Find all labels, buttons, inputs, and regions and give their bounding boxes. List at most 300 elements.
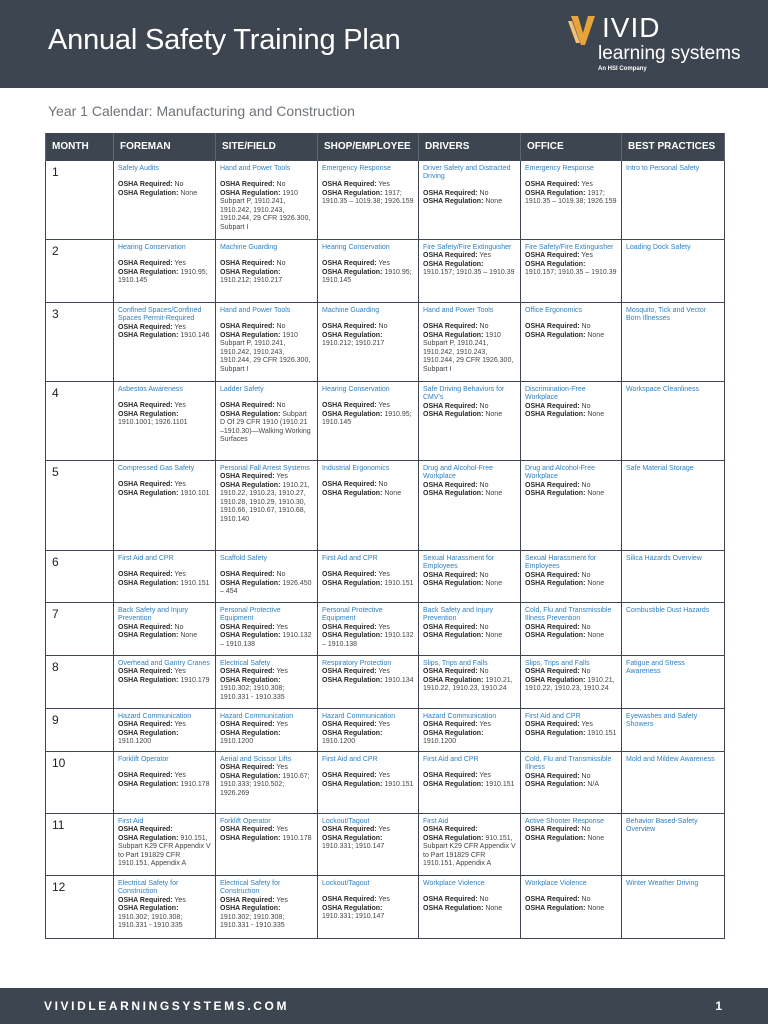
osha-regulation-value: 1910.302; 1910.308; 1910.331 - 1910.335 (220, 685, 285, 701)
osha-regulation-value: 1910 Subpart P, 1910.241, 1910.242, 1910.243, 1910.244, 29 CFR 1926.300, Subpart I (220, 189, 311, 232)
course-cell (419, 813, 521, 875)
course-title-link[interactable]: Sexual Harassment for Employees (525, 554, 597, 571)
course-cell (216, 460, 318, 550)
course-title-link[interactable]: Confined Spaces/Confined Spaces Permit-Required (118, 306, 202, 323)
course-title-link[interactable]: Forklift Operator (220, 817, 271, 825)
course-title-link[interactable]: Respiratory Protection (322, 659, 392, 667)
osha-required-label: OSHA Required: (322, 402, 377, 410)
osha-required (525, 773, 617, 782)
course-title-link[interactable]: Office Ergonomics (525, 306, 583, 314)
course-cell (521, 875, 622, 938)
month-cell: 7 (46, 602, 114, 655)
course-cell (622, 751, 725, 813)
osha-regulation (525, 261, 617, 278)
month-cell: 12 (46, 875, 114, 938)
osha-required-label: OSHA Required: (423, 252, 478, 260)
course-title-link[interactable]: Loading Dock Safety (626, 243, 691, 251)
osha-regulation (220, 332, 313, 375)
course-title-link[interactable]: Hearing Conservation (322, 243, 390, 251)
osha-required-label: OSHA Required: (322, 721, 377, 729)
osha-regulation-value: 1910.95; 1910.145 (322, 410, 412, 427)
osha-regulation-value: 1910.157; 1910.35 – 1910.39 (525, 269, 617, 277)
osha-regulation-value: 1910.132 – 1910.138 (220, 632, 312, 648)
footer-url[interactable]: VIVIDLEARNINGSYSTEMS.COM (44, 999, 290, 1013)
course-title-link[interactable]: Emergency Response (322, 164, 391, 172)
osha-regulation (322, 632, 414, 649)
osha-regulation-value: 910.151, Subpart K29 CFR Appendix V to Part 191829 CFR 1910.151, Appendix A (118, 834, 211, 868)
osha-required-value: Yes (174, 260, 186, 268)
course-title-link[interactable]: Slips, Trips and Falls (423, 659, 488, 667)
course-cell (521, 813, 622, 875)
course-title-link[interactable]: Behavior Based-Safety Overview (626, 817, 698, 834)
osha-regulation-value: 1910.151 (485, 780, 515, 788)
osha-regulation-label: OSHA Regulation: (220, 268, 281, 276)
course-cell (622, 381, 725, 460)
course-title-link[interactable]: Personal Protective Equipment (220, 606, 281, 623)
osha-regulation (423, 332, 516, 375)
osha-required (525, 252, 617, 261)
course-title-link[interactable]: Cold, Flu and Transmissible Illness (525, 755, 612, 772)
osha-regulation-label: OSHA Regulation: (322, 331, 383, 339)
osha-regulation (423, 730, 516, 747)
osha-required (118, 571, 211, 580)
osha-required-label: OSHA Required: (322, 481, 377, 489)
course-title-link[interactable]: Workplace Violence (423, 879, 485, 887)
osha-regulation-label: OSHA Regulation: (118, 780, 179, 788)
osha-regulation-label: OSHA Regulation: (423, 411, 484, 419)
osha-regulation (322, 580, 414, 589)
osha-required-value: Yes (378, 623, 390, 631)
course-cell (419, 655, 521, 708)
osha-required-value: No (479, 481, 489, 489)
osha-regulation (118, 580, 211, 589)
month-cell: 5 (46, 460, 114, 550)
course-title-link[interactable]: Machine Guarding (322, 306, 380, 314)
osha-regulation-value: 1910.212; 1910.217 (220, 277, 283, 285)
osha-regulation-value: None (587, 632, 605, 640)
osha-regulation-label: OSHA Regulation: (322, 268, 383, 276)
course-title-link[interactable]: Safe Driving Behaviors for CMV's (423, 385, 505, 402)
course-title-link[interactable]: Mosquito, Tick and Vector Born Illnesses (626, 306, 707, 323)
osha-regulation-label: OSHA Regulation: (118, 189, 179, 197)
osha-required (322, 826, 414, 835)
course-cell (318, 751, 419, 813)
course-title-link[interactable]: Fire Safety/Fire Extinguisher (525, 243, 614, 251)
course-cell (114, 550, 216, 602)
course-cell (216, 239, 318, 302)
course-cell (216, 751, 318, 813)
osha-required-value: Yes (174, 402, 186, 410)
osha-required-value: No (581, 772, 591, 780)
course-cell (622, 655, 725, 708)
course-cell (419, 460, 521, 550)
osha-required-label: OSHA Required: (220, 323, 275, 331)
osha-required-label: OSHA Required: (220, 260, 275, 268)
osha-regulation-value: None (587, 490, 605, 498)
course-title-link[interactable]: Electrical Safety for Construction (118, 879, 179, 896)
course-title-link[interactable]: First Aid and CPR (423, 755, 479, 763)
osha-regulation (423, 677, 516, 694)
osha-required-value: No (276, 260, 286, 268)
course-title-link[interactable]: Safety Audits (118, 164, 159, 172)
month-cell: 10 (46, 751, 114, 813)
osha-regulation-value: 1910.1200 (220, 738, 254, 746)
course-cell (622, 302, 725, 381)
osha-required-value: No (378, 323, 388, 331)
course-cell (318, 550, 419, 602)
course-cell (216, 302, 318, 381)
course-title-link[interactable]: Intro to Personal Safety (626, 164, 700, 172)
course-title-link[interactable]: Compressed Gas Safety (118, 464, 195, 472)
osha-regulation (220, 905, 313, 931)
logo-subtitle: learning systems (598, 43, 741, 64)
course-title-link[interactable]: Ladder Safety (220, 385, 264, 393)
osha-required-label: OSHA Required: (525, 181, 580, 189)
course-title-link[interactable]: Winter Weather Driving (626, 879, 699, 887)
course-cell (114, 708, 216, 751)
course-title-link[interactable]: Hazard Communication (118, 712, 192, 720)
course-cell (318, 381, 419, 460)
osha-required-label: OSHA Required: (118, 181, 173, 189)
osha-regulation (525, 730, 617, 739)
course-title-link[interactable]: Slips, Trips and Falls (525, 659, 590, 667)
logo-tagline: An HSI Company (598, 66, 647, 72)
osha-required-value: No (581, 481, 591, 489)
osha-required-value: Yes (276, 721, 288, 729)
osha-regulation (322, 835, 414, 852)
osha-regulation-label: OSHA Regulation: (118, 332, 179, 340)
osha-regulation-label: OSHA Regulation: (322, 489, 383, 497)
osha-required-value: Yes (378, 181, 390, 189)
osha-regulation-label: OSHA Regulation: (220, 772, 281, 780)
osha-required-value: Yes (276, 896, 288, 904)
osha-regulation-label: OSHA Regulation: (322, 632, 383, 640)
course-cell (216, 813, 318, 875)
course-cell (114, 655, 216, 708)
osha-regulation-label: OSHA Regulation: (118, 632, 179, 640)
course-cell (318, 160, 419, 239)
course-title-link[interactable]: Lockout/Tagout (322, 817, 370, 825)
course-title-link[interactable]: Personal Protective Equipment (322, 606, 383, 623)
osha-regulation-value: 1910.21, 1910.22, 1910.23, 1910.24 (423, 676, 513, 693)
course-title-link[interactable]: Electrical Safety (220, 659, 271, 667)
osha-required-value: Yes (479, 721, 491, 729)
osha-required-label: OSHA Required: (118, 721, 173, 729)
osha-regulation-value: 1910.157; 1910.35 – 1910.39 (423, 269, 515, 277)
osha-regulation-value: 1910.21, 1910.22, 1910.23, 1910.27, 1910.28, 1910.29, 1910.30, 1910.66, 1910.67, 1910.68, 1910.140 (220, 481, 310, 524)
osha-required (220, 721, 313, 730)
osha-regulation (423, 580, 516, 589)
course-title-link[interactable]: Discrimination-Free Workplace (525, 385, 586, 402)
page-title: Annual Safety Training Plan (48, 24, 401, 56)
osha-regulation-value: None (485, 490, 503, 498)
osha-regulation-label: OSHA Regulation: (525, 189, 586, 197)
vivid-v-logo-icon (568, 14, 602, 46)
course-title-link[interactable]: Personal Fall Arrest Systems (220, 464, 310, 472)
osha-required-label: OSHA Required: (118, 571, 173, 579)
course-title-link[interactable]: Workplace Violence (525, 879, 587, 887)
osha-regulation-value: 1910.151 (384, 780, 414, 788)
osha-required (525, 721, 617, 730)
course-title-link[interactable]: Hazard Communication (220, 712, 294, 720)
course-cell (419, 602, 521, 655)
osha-required-label: OSHA Required: (118, 260, 173, 268)
osha-required-value: Yes (378, 721, 390, 729)
course-title-link[interactable]: Eyewashes and Safety Showers (626, 712, 698, 729)
course-title-link[interactable]: First Aid (118, 817, 144, 825)
osha-regulation (220, 580, 313, 597)
osha-required-value: Yes (378, 668, 390, 676)
osha-required (220, 402, 313, 411)
column-header: DRIVERS (419, 133, 521, 160)
osha-regulation-label: OSHA Regulation: (423, 780, 484, 788)
course-cell (216, 550, 318, 602)
training-plan-table (45, 133, 725, 939)
osha-regulation-value: None (180, 632, 198, 640)
osha-required-value: Yes (378, 260, 390, 268)
course-title-link[interactable]: Aerial and Scissor Lifts (220, 755, 292, 763)
osha-required-label: OSHA Required: (322, 181, 377, 189)
osha-regulation (118, 190, 211, 199)
osha-required-value: No (174, 623, 184, 631)
course-title-link[interactable]: First Aid and CPR (525, 712, 581, 720)
osha-required-value: Yes (276, 623, 288, 631)
osha-regulation (220, 482, 313, 525)
osha-regulation-label: OSHA Regulation: (322, 729, 383, 737)
osha-required-label: OSHA Required: (322, 623, 377, 631)
osha-required-value: No (276, 402, 286, 410)
osha-required-value: Yes (174, 721, 186, 729)
osha-required-value: Yes (174, 772, 186, 780)
course-cell (114, 602, 216, 655)
osha-required (322, 402, 414, 411)
osha-required (220, 624, 313, 633)
osha-regulation-label: OSHA Regulation: (322, 189, 383, 197)
osha-regulation-label: OSHA Regulation: (423, 904, 484, 912)
course-title-link[interactable]: Hand and Power Tools (220, 306, 291, 314)
osha-required (322, 624, 414, 633)
course-title-link[interactable]: Back Safety and Injury Prevention (118, 606, 189, 623)
course-cell (216, 875, 318, 938)
table-row (46, 160, 725, 239)
course-title-link[interactable]: Workspace Cleanliness (626, 385, 700, 393)
osha-regulation-value: 1910.146 (180, 332, 210, 340)
osha-required (118, 772, 211, 781)
course-cell (419, 302, 521, 381)
osha-regulation (220, 632, 313, 649)
osha-required-value: No (479, 402, 489, 410)
month-cell: 8 (46, 655, 114, 708)
course-title-link[interactable]: Hand and Power Tools (220, 164, 291, 172)
osha-required-value: No (581, 668, 591, 676)
osha-required (525, 668, 617, 677)
table-row (46, 602, 725, 655)
osha-regulation (118, 332, 211, 341)
osha-regulation-value: None (587, 411, 605, 419)
course-cell (419, 875, 521, 938)
osha-regulation-label: OSHA Regulation: (423, 632, 484, 640)
course-title-link[interactable]: First Aid and CPR (322, 554, 378, 562)
course-cell (521, 708, 622, 751)
osha-regulation-label: OSHA Regulation: (322, 834, 383, 842)
osha-required-label: OSHA Required: (423, 826, 478, 834)
course-title-link[interactable]: Asbestos Awareness (118, 385, 183, 393)
osha-regulation-label: OSHA Regulation: (118, 905, 179, 913)
osha-required (525, 403, 617, 412)
course-title-link[interactable]: First Aid and CPR (322, 755, 378, 763)
column-header: SITE/FIELD (216, 133, 318, 160)
osha-required (423, 772, 516, 781)
osha-regulation (525, 835, 617, 844)
table-row (46, 239, 725, 302)
course-title-link[interactable]: Drug and Alcohol-Free Workplace (525, 464, 596, 481)
course-title-link[interactable]: Machine Guarding (220, 243, 278, 251)
osha-required-label: OSHA Required: (525, 481, 580, 489)
course-title-link[interactable]: Hazard Communication (423, 712, 497, 720)
osha-regulation-label: OSHA Regulation: (423, 580, 484, 588)
osha-regulation-label: OSHA Regulation: (525, 331, 586, 339)
course-cell (114, 813, 216, 875)
osha-regulation (322, 677, 414, 686)
osha-regulation (118, 835, 211, 869)
course-title-link[interactable]: Sexual Harassment for Employees (423, 554, 495, 571)
course-cell (419, 239, 521, 302)
course-title-link[interactable]: First Aid (423, 817, 449, 825)
osha-regulation-value: 1910.132 – 1910.138 (322, 632, 414, 648)
course-title-link[interactable]: Lockout/Tagout (322, 879, 370, 887)
osha-required (423, 252, 516, 261)
osha-regulation-label: OSHA Regulation: (525, 632, 586, 640)
osha-required (220, 323, 313, 332)
osha-regulation (423, 781, 516, 790)
osha-required (322, 481, 414, 490)
course-title-link[interactable]: Hearing Conservation (118, 243, 186, 251)
osha-regulation (322, 190, 414, 207)
osha-required-label: OSHA Required: (118, 668, 173, 676)
osha-regulation-value: 1910.1200 (423, 738, 457, 746)
course-cell (521, 460, 622, 550)
course-title-link[interactable]: Safe Material Storage (626, 464, 694, 472)
osha-required-label: OSHA Required: (220, 473, 275, 481)
course-title-link[interactable]: Active Shooter Response (525, 817, 604, 825)
osha-regulation-label: OSHA Regulation: (220, 189, 281, 197)
osha-regulation (322, 411, 414, 428)
osha-regulation-value: None (485, 632, 503, 640)
osha-required-label: OSHA Required: (423, 668, 478, 676)
osha-regulation-value: 1910 Subpart P, 1910.241, 1910.242, 1910.243, 1910.244, 29 CFR 1926.300, Subpart I (423, 331, 514, 374)
course-title-link[interactable]: Overhead and Gantry Cranes (118, 659, 210, 667)
osha-regulation-value: 1910.151 (384, 579, 414, 587)
course-title-link[interactable]: Electrical Safety for Construction (220, 879, 281, 896)
osha-required-label: OSHA Required: (423, 623, 478, 631)
osha-required (423, 403, 516, 412)
osha-regulation-label: OSHA Regulation: (118, 834, 179, 842)
course-title-link[interactable]: Fatigue and Stress Awareness (626, 659, 685, 676)
osha-regulation-value: Subpart D Of 29 CFR 1910 (1910.21 –1910.30)—Walking Working Surfaces (220, 410, 311, 444)
osha-required (118, 324, 211, 333)
osha-required (220, 571, 313, 580)
osha-required-value: Yes (378, 896, 390, 904)
course-title-link[interactable]: Driver Safety and Distracted Driving (423, 164, 511, 181)
osha-required-label: OSHA Required: (220, 764, 275, 772)
osha-regulation (322, 781, 414, 790)
osha-required-label: OSHA Required: (423, 571, 478, 579)
table-row (46, 875, 725, 938)
osha-required-value: Yes (276, 668, 288, 676)
course-title-link[interactable]: First Aid and CPR (118, 554, 174, 562)
osha-regulation-label: OSHA Regulation: (322, 676, 383, 684)
course-title-link[interactable]: Drug and Alcohol-Free Workplace (423, 464, 494, 481)
osha-regulation-label: OSHA Regulation: (525, 729, 586, 737)
course-title-link[interactable]: Hand and Power Tools (423, 306, 494, 314)
osha-required-label: OSHA Required: (525, 721, 580, 729)
osha-required-value: Yes (581, 721, 593, 729)
osha-required-label: OSHA Required: (220, 721, 275, 729)
course-title-link[interactable]: Cold, Flu and Transmissible Illness Prevention (525, 606, 612, 623)
course-cell (318, 302, 419, 381)
course-title-link[interactable]: Emergency Response (525, 164, 594, 172)
osha-regulation-value: 1910.302; 1910.308; 1910.331 - 1910.335 (118, 913, 183, 930)
course-title-link[interactable]: Hearing Conservation (322, 385, 390, 393)
course-title-link[interactable]: Scaffold Safety (220, 554, 267, 562)
osha-regulation-label: OSHA Regulation: (525, 676, 586, 684)
course-title-link[interactable]: Silica Hazards Overview (626, 554, 702, 562)
course-title-link[interactable]: Hazard Communication (322, 712, 396, 720)
course-cell (419, 708, 521, 751)
osha-required-label: OSHA Required: (423, 402, 478, 410)
osha-required-label: OSHA Required: (220, 623, 275, 631)
course-cell (114, 751, 216, 813)
osha-regulation (118, 905, 211, 931)
osha-required (525, 624, 617, 633)
osha-required-label: OSHA Required: (118, 402, 173, 410)
course-cell (622, 813, 725, 875)
osha-required-label: OSHA Required: (525, 896, 580, 904)
course-title-link[interactable]: Mold and Mildew Awareness (626, 755, 715, 763)
calendar-subtitle: Year 1 Calendar: Manufacturing and Construction (48, 103, 355, 119)
month-cell: 3 (46, 302, 114, 381)
osha-regulation (525, 905, 617, 914)
course-title-link[interactable]: Forklift Operator (118, 755, 169, 763)
osha-regulation (118, 269, 211, 286)
osha-regulation (220, 269, 313, 286)
course-title-link[interactable]: Fire Safety/Fire Extinguisher (423, 243, 512, 251)
osha-required (118, 402, 211, 411)
osha-required-value: No (581, 402, 591, 410)
osha-required (525, 826, 617, 835)
osha-regulation-label: OSHA Regulation: (525, 781, 586, 789)
osha-regulation-label: OSHA Regulation: (423, 676, 484, 684)
table-row (46, 381, 725, 460)
osha-regulation (525, 781, 617, 790)
table-row (46, 655, 725, 708)
osha-required-label: OSHA Required: (525, 623, 580, 631)
course-title-link[interactable]: Back Safety and Injury Prevention (423, 606, 494, 623)
course-cell (318, 460, 419, 550)
osha-regulation-label: OSHA Regulation: (423, 490, 484, 498)
osha-required (322, 571, 414, 580)
osha-required-value: Yes (581, 252, 593, 260)
osha-required-label: OSHA Required: (322, 896, 377, 904)
osha-regulation (525, 190, 617, 207)
osha-required (220, 473, 313, 482)
course-cell (114, 302, 216, 381)
osha-required (525, 323, 617, 332)
osha-required (118, 481, 211, 490)
course-title-link[interactable]: Combustible Dust Hazards (626, 606, 710, 614)
osha-regulation-value: 1910.101 (180, 489, 210, 497)
course-title-link[interactable]: Industrial Ergonomics (322, 464, 390, 472)
